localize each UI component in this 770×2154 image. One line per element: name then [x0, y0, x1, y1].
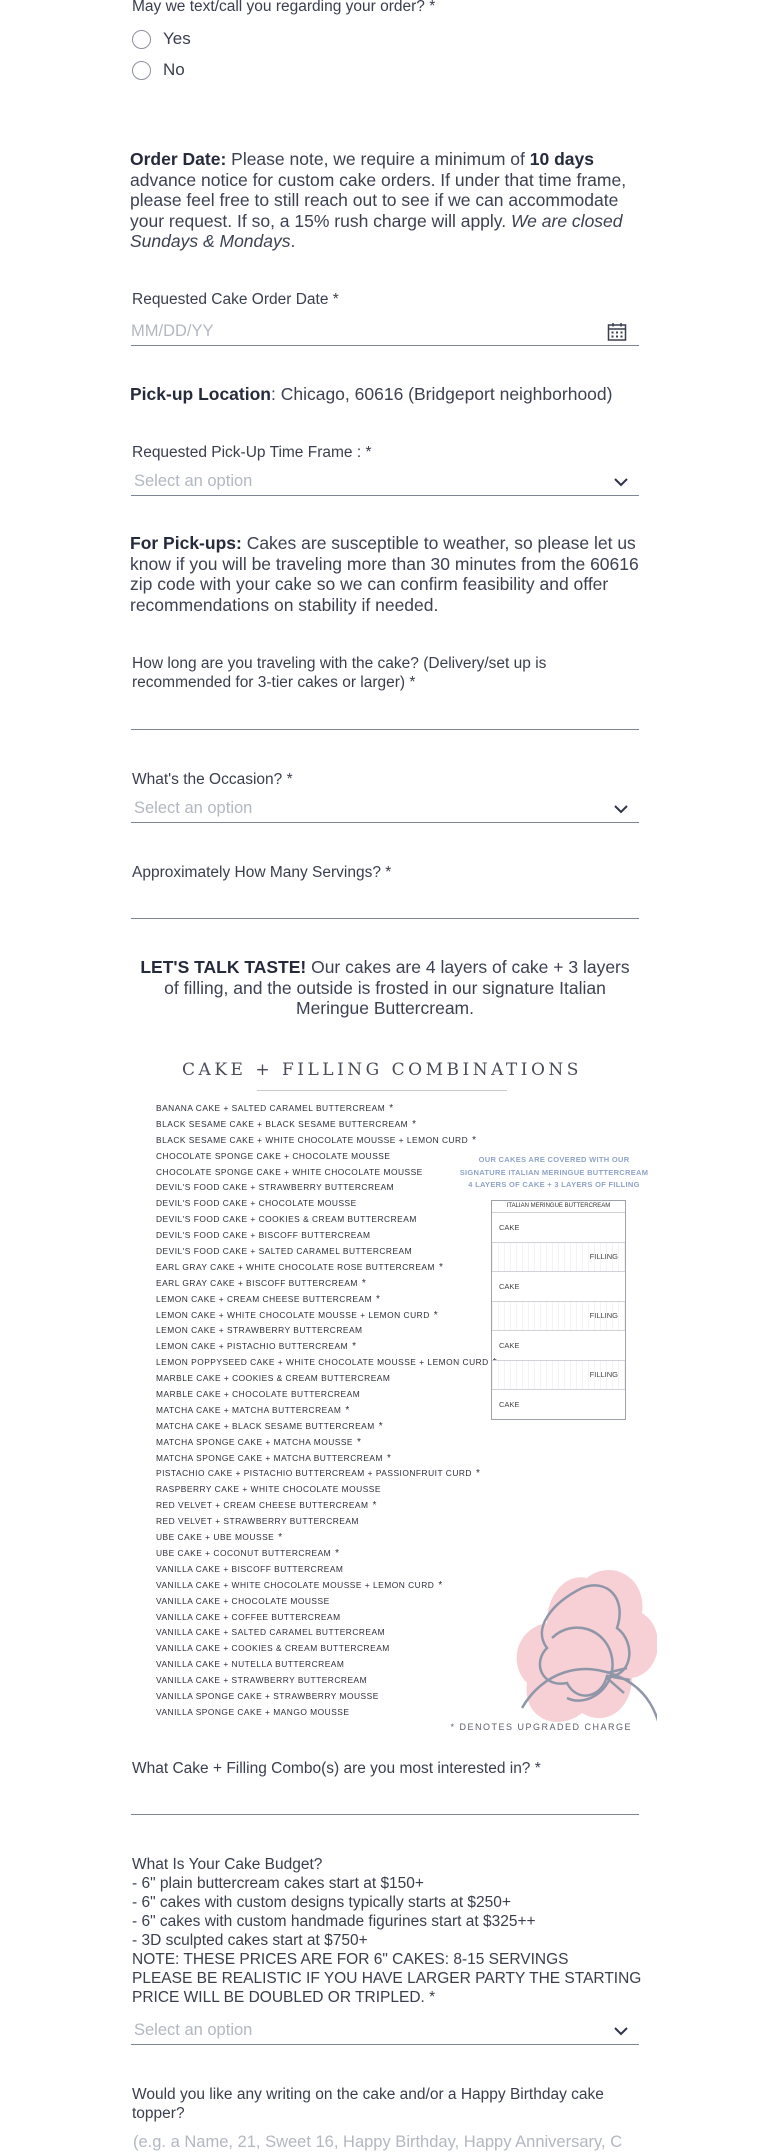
cake-layer: CAKE [492, 1330, 625, 1360]
combo-item [156, 1180, 497, 1196]
menu-footer: * DENOTES UPGRADED CHARGE [450, 1722, 632, 1732]
combo-item [156, 1387, 497, 1403]
combo-name: UBE CAKE + COCONUT BUTTERCREAM [156, 1547, 332, 1558]
upgrade-star: * [412, 1118, 417, 1130]
radio-yes[interactable] [132, 29, 191, 49]
combo-name: BLACK SESAME CAKE + BLACK SESAME BUTTERCREAM [156, 1118, 409, 1129]
combo-name: BANANA CAKE + SALTED CARAMEL BUTTERCREAM [156, 1103, 386, 1113]
combo-name: VANILLA CAKE + NUTELLA BUTTERCREAM [156, 1659, 345, 1670]
upgrade-star: * [278, 1532, 283, 1544]
combo-name: VANILLA CAKE + COFFEE BUTTERCREAM [156, 1611, 341, 1622]
radio-circle[interactable] [132, 61, 151, 80]
travel-label: How long are you traveling with the cake? (Delivery/set up is recommended for 3-tier cakes or larger) * [132, 655, 547, 691]
combo-item [156, 1657, 497, 1673]
combo-item [156, 1339, 497, 1355]
filling-layer: FILLING [492, 1242, 625, 1272]
servings-label: Approximately How Many Servings? * [132, 864, 392, 881]
combo-item [156, 1371, 497, 1387]
budget-line: - 6" cakes with custom handmade figurines start at $325++ [132, 1913, 536, 1930]
combo-name: CHOCOLATE SPONGE CAKE + CHOCOLATE MOUSSE [156, 1150, 391, 1161]
combo-name: MARBLE CAKE + COOKIES & CREAM BUTTERCREAM [156, 1373, 391, 1384]
pickups-text: Cakes are susceptible to weather, so please let us know if you will be traveling more than 30 minutes from the 60616 zip code with your cake so we can confirm feasibility and offer recommendations on stability if needed. [130, 533, 639, 615]
contact-question: May we text/call you regarding your order? * [132, 0, 436, 15]
upgrade-star: * [376, 1293, 381, 1305]
budget-select[interactable] [131, 2017, 639, 2045]
budget-line: - 6" cakes with custom designs typically starts at $250+ [132, 1894, 511, 1911]
radio-circle[interactable] [132, 30, 151, 49]
taste-note [135, 957, 635, 1019]
writing-input[interactable] [131, 2133, 639, 2152]
layer-stack [492, 1212, 625, 1419]
combo-item [156, 1228, 497, 1244]
combo-item [156, 1451, 497, 1467]
upgrade-star: * [433, 1309, 439, 1321]
chevron-down-icon [613, 2026, 629, 2036]
travel-input[interactable] [131, 702, 639, 730]
combo-item [156, 1705, 497, 1721]
combo-name: VANILLA CAKE + WHITE CHOCOLATE MOUSSE + LEMON CURD [156, 1579, 435, 1590]
combo-item [156, 1641, 497, 1657]
pickup-time-placeholder: Select an option [134, 472, 253, 490]
combo-item [156, 1514, 497, 1530]
combo-item [156, 1323, 497, 1339]
combo-item [156, 1276, 497, 1292]
pickup-time-label: Requested Pick-Up Time Frame : * [132, 444, 372, 461]
closed-days-note: We are closed Sundays & Mondays [130, 210, 623, 251]
order-date-text-b: advance notice for custom cake orders. If under that time frame, please feel free to still reach out to see if we can accommodate your request. If so, a 15% rush charge will apply. [130, 169, 627, 231]
pickup-location [130, 384, 690, 405]
menu-note-line: 4 LAYERS OF CAKE + 3 LAYERS OF FILLING [468, 1180, 640, 1189]
cake-layer: CAKE [492, 1389, 625, 1419]
cake-layer: CAKE [492, 1212, 625, 1242]
combo-name: PISTACHIO CAKE + PISTACHIO BUTTERCREAM + PASSIONFRUIT CURD [156, 1468, 472, 1479]
combo-name: RASPBERRY CAKE + WHITE CHOCOLATE MOUSSE [156, 1484, 381, 1495]
budget-label [132, 1855, 652, 2007]
order-date-note [130, 149, 640, 252]
combo-item [156, 1403, 497, 1419]
combo-name: VANILLA SPONGE CAKE + MANGO MOUSSE [156, 1706, 350, 1717]
budget-line: What Is Your Cake Budget? [132, 1856, 323, 1873]
combo-item [156, 1530, 497, 1546]
combo-name: VANILLA CAKE + SALTED CARAMEL BUTTERCREAM [156, 1627, 386, 1638]
menu-note [454, 1154, 654, 1192]
taste-text: Our cakes are 4 layers of cake + 3 layers of filling, and the outside is frosted in our signature Italian Meringue Buttercream. [164, 957, 630, 1018]
combo-item [156, 1196, 497, 1212]
combo-item [156, 1165, 497, 1181]
combo-name: MATCHA CAKE + MATCHA BUTTERCREAM [156, 1404, 342, 1415]
combo-item [156, 1610, 497, 1626]
cake-layer: CAKE [492, 1271, 625, 1301]
combo-name: VANILLA CAKE + BISCOFF BUTTERCREAM [156, 1563, 344, 1574]
pickup-location-text: : Chicago, 60616 (Bridgeport neighborhood) [270, 384, 613, 404]
combo-name: BLACK SESAME CAKE + WHITE CHOCOLATE MOUSSE + LEMON CURD [156, 1134, 469, 1145]
pickups-note [130, 533, 645, 615]
combo-name: LEMON POPPYSEED CAKE + WHITE CHOCOLATE MOUSSE + LEMON CURD [156, 1357, 489, 1368]
occasion-placeholder: Select an option [134, 799, 253, 817]
combo-name: RED VELVET + CREAM CHEESE BUTTERCREAM [156, 1500, 369, 1511]
combo-item [156, 1435, 497, 1451]
combo-name: RED VELVET + STRAWBERRY BUTTERCREAM [156, 1516, 359, 1527]
combo-item [156, 1244, 497, 1260]
budget-placeholder: Select an option [134, 2021, 253, 2039]
combo-item [156, 1355, 497, 1371]
combo-item [156, 1419, 497, 1435]
calendar-icon[interactable] [607, 322, 627, 342]
upgrade-star: * [352, 1341, 357, 1353]
occasion-select[interactable] [131, 795, 639, 823]
menu-title: CAKE + FILLING COMBINATIONS [182, 1060, 582, 1080]
combo-name: MATCHA SPONGE CAKE + MATCHA BUTTERCREAM [156, 1452, 383, 1463]
combo-item [156, 1673, 497, 1689]
filling-layer: FILLING [492, 1360, 625, 1390]
combo-name: VANILLA CAKE + STRAWBERRY BUTTERCREAM [156, 1675, 368, 1686]
budget-line: PLEASE BE REALISTIC IF YOU HAVE LARGER PARTY THE STARTING [132, 1970, 642, 1987]
menu-title-divider [257, 1090, 507, 1091]
combo-name: MATCHA SPONGE CAKE + MATCHA MOUSSE [156, 1436, 354, 1447]
combo-name: LEMON CAKE + PISTACHIO BUTTERCREAM [156, 1341, 349, 1352]
combo-item [156, 1133, 497, 1149]
combo-name: MARBLE CAKE + CHOCOLATE BUTTERCREAM [156, 1389, 361, 1400]
menu-note-line: SIGNATURE ITALIAN MERINGUE BUTTERCREAM [459, 1167, 649, 1177]
combo-item [156, 1117, 497, 1133]
cake-layer-diagram [491, 1200, 626, 1420]
combo-item [156, 1562, 497, 1578]
budget-line: - 3D sculpted cakes start at $750+ [132, 1932, 368, 1949]
upgrade-star: * [357, 1436, 362, 1448]
upgrade-star: * [389, 1103, 394, 1114]
budget-line: PRICE WILL BE DOUBLED OR TRIPLED. * [132, 1989, 436, 2006]
combo-item [156, 1498, 497, 1514]
upgrade-star: * [438, 1261, 444, 1273]
order-date-input[interactable] [131, 318, 639, 346]
upgrade-star: * [475, 1468, 481, 1480]
combo-name: LEMON CAKE + STRAWBERRY BUTTERCREAM [156, 1325, 363, 1336]
combo-name: EARL GRAY CAKE + BISCOFF BUTTERCREAM [156, 1277, 358, 1288]
upgrade-star: * [335, 1547, 340, 1559]
combo-item [156, 1482, 497, 1498]
radio-yes-label: Yes [163, 29, 191, 48]
combo-name: VANILLA SPONGE CAKE + STRAWBERRY MOUSSE [156, 1690, 379, 1701]
upgrade-star: * [472, 1134, 477, 1146]
diagram-header: ITALIAN MERINGUE BUTTERCREAM [506, 1203, 611, 1209]
combo-label: What Cake + Filling Combo(s) are you most interested in? * [132, 1760, 541, 1777]
writing-placeholder: (e.g. a Name, 21, Sweet 16, Happy Birthday, Happy Anniversary, C [133, 2133, 623, 2151]
chevron-down-icon [613, 477, 629, 487]
combo-item [156, 1689, 497, 1705]
filling-layer: FILLING [492, 1301, 625, 1331]
combo-item [156, 1308, 497, 1324]
combo-name: MATCHA CAKE + BLACK SESAME BUTTERCREAM [156, 1420, 375, 1431]
order-date-placeholder: MM/DD/YY [131, 322, 214, 340]
pickup-location-heading: Pick-up Location [130, 384, 271, 404]
combo-item [156, 1625, 497, 1641]
combo-item [156, 1101, 497, 1117]
combo-name: VANILLA CAKE + COOKIES & CREAM BUTTERCREAM [156, 1643, 390, 1654]
upgrade-star: * [361, 1277, 367, 1289]
combo-name: LEMON CAKE + WHITE CHOCOLATE MOUSSE + LEMON CURD [156, 1309, 430, 1320]
combo-name: DEVIL'S FOOD CAKE + BISCOFF BUTTERCREAM [156, 1230, 371, 1241]
combo-name: VANILLA CAKE + CHOCOLATE MOUSSE [156, 1595, 330, 1606]
flower-illustration [512, 1558, 657, 1740]
closed-days-end: . [290, 231, 296, 251]
combo-item [156, 1466, 497, 1482]
chevron-down-icon [613, 804, 629, 814]
combo-item [156, 1594, 497, 1610]
upgrade-star: * [386, 1452, 392, 1464]
budget-line: - 6" plain buttercream cakes start at $150+ [132, 1875, 424, 1892]
order-date-label: Requested Cake Order Date * [132, 291, 339, 308]
pickup-time-select[interactable] [131, 468, 639, 496]
upgrade-star: * [345, 1404, 350, 1416]
combo-name: DEVIL'S FOOD CAKE + SALTED CARAMEL BUTTERCREAM [156, 1246, 413, 1257]
combo-item [156, 1149, 497, 1165]
taste-heading: LET'S TALK TASTE! [140, 957, 307, 977]
upgrade-star: * [372, 1500, 377, 1512]
combo-input[interactable] [131, 1787, 639, 1815]
occasion-label: What's the Occasion? * [132, 771, 293, 788]
radio-no[interactable] [132, 60, 185, 80]
combo-name: UBE CAKE + UBE MOUSSE [156, 1532, 275, 1543]
combo-name: DEVIL'S FOOD CAKE + CHOCOLATE MOUSSE [156, 1198, 357, 1209]
radio-no-label: No [163, 60, 185, 79]
combo-item [156, 1260, 497, 1276]
combo-name: CHOCOLATE SPONGE CAKE + WHITE CHOCOLATE MOUSSE [156, 1166, 423, 1177]
servings-input[interactable] [131, 891, 639, 919]
budget-line: NOTE: THESE PRICES ARE FOR 6" CAKES: 8-15 SERVINGS [132, 1951, 569, 1968]
combo-list [156, 1101, 497, 1721]
writing-label: Would you like any writing on the cake and/or a Happy Birthday cake topper? [132, 2086, 604, 2122]
combo-name: EARL GRAY CAKE + WHITE CHOCOLATE ROSE BUTTERCREAM [156, 1261, 435, 1272]
upgrade-star: * [378, 1420, 384, 1432]
combo-name: DEVIL'S FOOD CAKE + COOKIES & CREAM BUTTERCREAM [156, 1214, 417, 1225]
cake-menu-graphic [132, 1048, 657, 1740]
order-date-text-a: Please note, we require a minimum of [226, 149, 530, 169]
combo-name: LEMON CAKE + CREAM CHEESE BUTTERCREAM [156, 1293, 373, 1304]
menu-note-line: OUR CAKES ARE COVERED WITH OUR [478, 1155, 630, 1164]
combo-name: DEVIL'S FOOD CAKE + STRAWBERRY BUTTERCREAM [156, 1182, 395, 1193]
combo-item [156, 1578, 497, 1594]
order-date-heading: Order Date: [130, 149, 227, 169]
combo-item [156, 1292, 497, 1308]
combo-item [156, 1546, 497, 1562]
combo-item [156, 1212, 497, 1228]
pickups-heading: For Pick-ups: [130, 533, 242, 553]
order-date-emphasis: 10 days [529, 149, 594, 169]
upgrade-star: * [438, 1579, 443, 1591]
